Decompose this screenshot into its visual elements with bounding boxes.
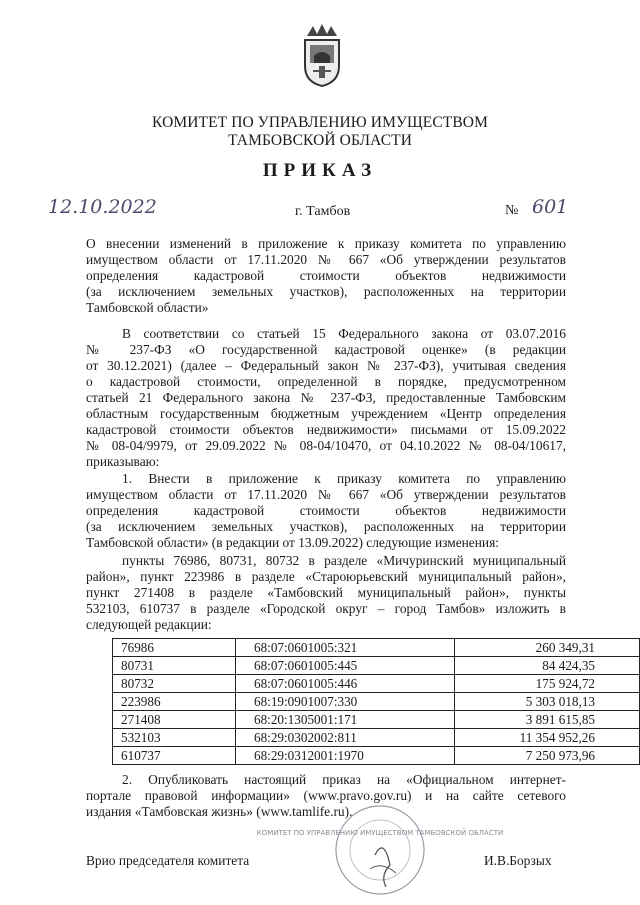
subject-line: определения кадастровой стоимости объектов недвижимости	[86, 268, 566, 283]
table-row	[113, 711, 640, 729]
coat-of-arms-icon	[299, 22, 345, 88]
stamp-text: КОМИТЕТ ПО УПРАВЛЕНИЮ ИМУЩЕСТВОМ ТАМБОВСКОЙ ОБЛАСТИ	[256, 829, 504, 837]
document-title: ПРИКАЗ	[262, 160, 378, 181]
item1-line: 1. Внести в приложение к приказу комитета по управлению	[122, 471, 566, 486]
preamble-line: приказываю:	[86, 454, 160, 469]
cadastral-value-table	[112, 638, 640, 765]
number-prefix: №	[505, 203, 519, 218]
official-stamp	[256, 795, 504, 895]
preamble-line: от 30.12.2021) (далее – Федеральный закон № 237-ФЗ), учитывая сведения	[86, 358, 566, 373]
preamble-line: областным государственным бюджетным учреждением «Центр определения	[86, 406, 566, 421]
table-cell-number: 271408	[113, 711, 236, 729]
table-cell-value: 5 303 018,13	[455, 693, 640, 711]
preamble-line: статьей 21 Федерального закона № 237-ФЗ, предоставленные Тамбовским	[86, 390, 566, 405]
item2-line: издания «Тамбовская жизнь» (www.tamlife.ru).	[86, 804, 353, 819]
table-cell-cadastral: 68:07:0601005:445	[235, 657, 454, 675]
item1-sub-line: район», пункт 223986 в разделе «Староюрьевский муниципальный район»,	[86, 569, 566, 584]
table-cell-value: 11 354 952,26	[455, 729, 640, 747]
item1-sub-line: пункт 271408 в разделе «Тамбовский муниципальный район», пункты	[86, 585, 566, 600]
table-cell-cadastral: 68:29:0312001:1970	[235, 747, 454, 765]
table-row	[113, 747, 640, 765]
org-name-line1: КОМИТЕТ ПО УПРАВЛЕНИЮ ИМУЩЕСТВОМ	[152, 114, 488, 131]
subject-line: Тамбовской области»	[86, 300, 209, 315]
item1-sub-line: пункты 76986, 80731, 80732 в разделе «Мичуринский муниципальный	[122, 553, 566, 568]
subject-line: имуществом области от 17.11.2020 № 667 «Об утверждении результатов	[86, 252, 566, 267]
preamble-line: № 08-04/9979, от 29.09.2022 № 08-04/10470, от 04.10.2022 № 08-04/10617,	[86, 438, 566, 453]
preamble-line: о кадастровой стоимости, определенной в порядке, предусмотренном	[86, 374, 566, 389]
subject-line: О внесении изменений в приложение к приказу комитета по управлению	[86, 236, 566, 251]
item2-line: портале правовой информации» (www.pravo.gov.ru) и на сайте сетевого	[86, 788, 566, 803]
table-cell-number: 80731	[113, 657, 236, 675]
table-cell-cadastral: 68:07:0601005:321	[235, 639, 454, 657]
preamble-line: № 237-ФЗ «О государственной кадастровой оценке» (в редакции	[86, 342, 566, 357]
table-cell-number: 80732	[113, 675, 236, 693]
table-cell-number: 532103	[113, 729, 236, 747]
table-row	[113, 675, 640, 693]
table-cell-value: 84 424,35	[455, 657, 640, 675]
table-cell-number: 223986	[113, 693, 236, 711]
preamble-line: В соответствии со статьей 15 Федерального закона от 03.07.2016	[122, 326, 566, 341]
table-row	[113, 639, 640, 657]
table-cell-value: 175 924,72	[455, 675, 640, 693]
table-cell-value: 3 891 615,85	[455, 711, 640, 729]
subject-line: (за исключением земельных участков), расположенных на территории	[86, 284, 566, 299]
table-cell-value: 7 250 973,96	[455, 747, 640, 765]
item1-line: имуществом области от 17.11.2020 № 667 «Об утверждении результатов	[86, 487, 566, 502]
table-row	[113, 693, 640, 711]
city: г. Тамбов	[295, 204, 351, 219]
item1-line: (за исключением земельных участков), расположенных на территории	[86, 519, 566, 534]
item2-line: 2. Опубликовать настоящий приказ на «Официальном интернет-	[122, 772, 566, 787]
table-cell-cadastral: 68:19:0901007:330	[235, 693, 454, 711]
table-cell-number: 610737	[113, 747, 236, 765]
table-row	[113, 729, 640, 747]
handwritten-date: 12.10.2022	[48, 196, 157, 218]
table-cell-cadastral: 68:20:1305001:171	[235, 711, 454, 729]
preamble-line: кадастровой стоимости объектов недвижимости» письмами от 15.09.2022	[86, 422, 566, 437]
table-cell-cadastral: 68:07:0601005:446	[235, 675, 454, 693]
signatory-name: И.В.Борзых	[484, 853, 552, 868]
table-cell-number: 76986	[113, 639, 236, 657]
item1-sub-line: 532103, 610737 в разделе «Городской округ – город Тамбов» изложить в	[86, 601, 566, 616]
table-row	[113, 657, 640, 675]
org-name-line2: ТАМБОВСКОЙ ОБЛАСТИ	[228, 132, 412, 149]
item1-line: Тамбовской области» (в редакции от 13.09.2022) следующие изменения:	[86, 535, 499, 550]
table-cell-value: 260 349,31	[455, 639, 640, 657]
handwritten-number: 601	[532, 196, 569, 218]
item1-line: определения кадастровой стоимости объектов недвижимости	[86, 503, 566, 518]
item1-sub-line: следующей редакции:	[86, 617, 212, 632]
table-cell-cadastral: 68:29:0302002:811	[235, 729, 454, 747]
signatory-position: Врио председателя комитета	[86, 853, 250, 868]
